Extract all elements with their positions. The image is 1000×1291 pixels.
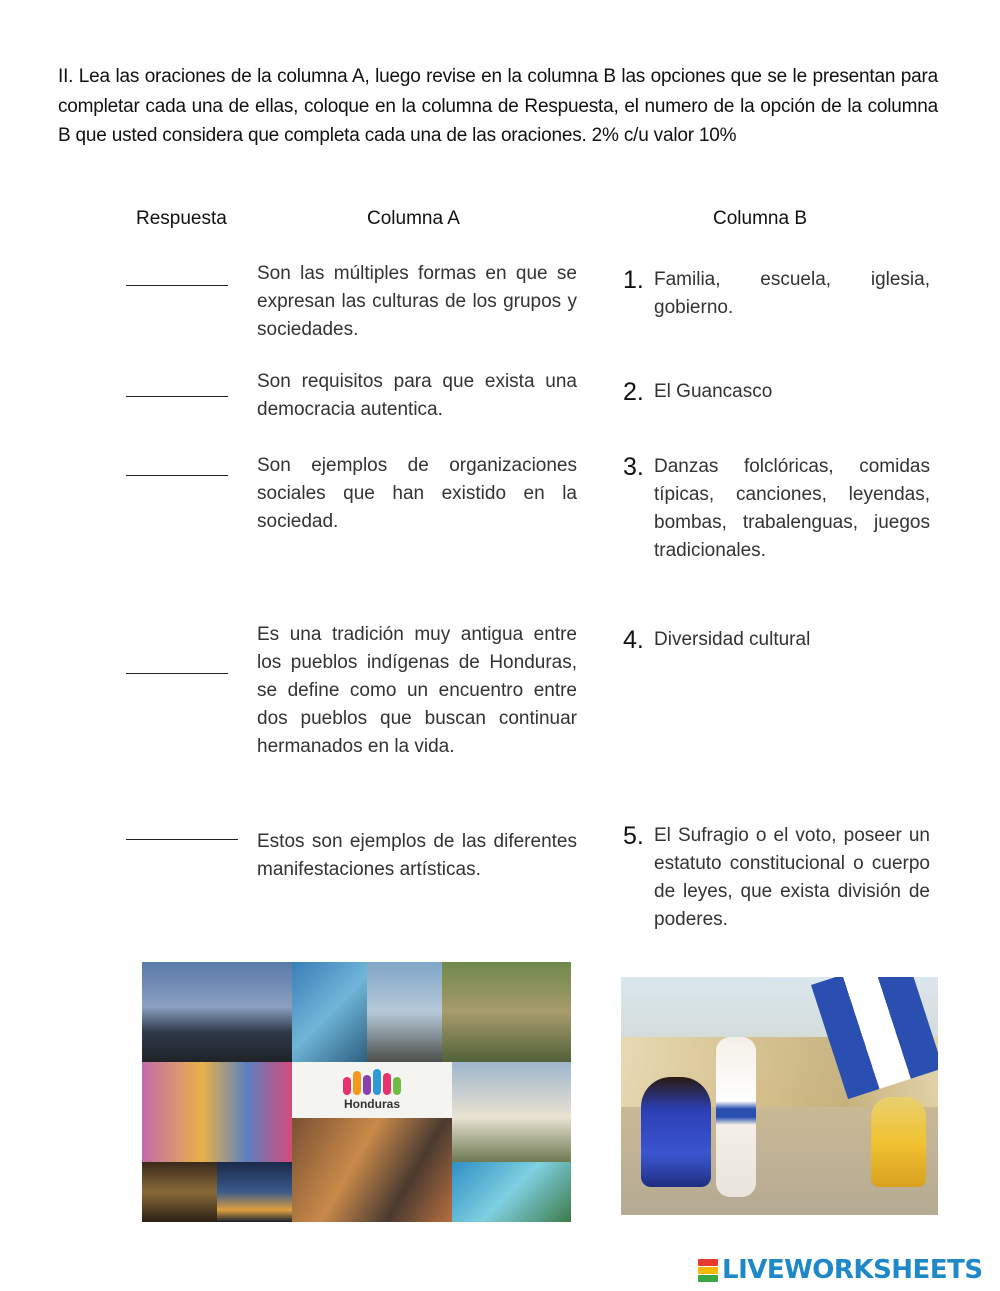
column-b-number-2: 2. [623,378,644,406]
column-b-item-2: El Guancasco [654,381,773,402]
liveworksheets-brand-text: LIVEWORKSHEETS [722,1255,983,1285]
header-columna-a: Columna A [367,208,460,229]
folk-dance-image [621,977,938,1215]
column-b-number-5: 5. [623,822,644,850]
answer-blank-3[interactable] [126,475,228,476]
column-b-item-3: Danzas folclóricas, comidas típicas, canciones, leyendas, bombas, trabalenguas, juegos tradicionales. [654,456,930,561]
column-b-item-4: Diversidad cultural [654,629,811,650]
honduras-collage-image [142,962,571,1222]
column-a-item-3: Son ejemplos de organizaciones sociales que han existido en la sociedad. [257,455,577,532]
collage-logo-text: Honduras [343,1097,400,1111]
column-b-item-1: Familia, escuela, iglesia, gobierno. [654,269,930,318]
answer-blank-5[interactable] [126,839,238,840]
column-b-number-1: 1. [623,266,644,294]
column-b-number-3: 3. [623,453,644,481]
column-a-item-2: Son requisitos para que exista una democracia autentica. [257,371,577,420]
liveworksheets-brand [698,1256,983,1284]
header-columna-b: Columna B [713,208,807,229]
column-a-item-4: Es una tradición muy antigua entre los pueblos indígenas de Honduras, se define como un encuentro entre dos pueblos que buscan continuar hermanados en la vida. [257,624,577,757]
liveworksheets-logo-icon [698,1259,718,1282]
column-b-item-5: El Sufragio o el voto, poseer un estatuto constitucional o cuerpo de leyes, que exista división de poderes. [654,825,930,930]
answer-blank-2[interactable] [126,396,228,397]
answer-blank-4[interactable] [126,673,228,674]
column-a-item-5: Estos son ejemplos de las diferentes manifestaciones artísticas. [257,831,577,880]
instructions-text: II. Lea las oraciones de la columna A, luego revise en la columna B las opciones que se le presentan para completar cada una de ellas, coloque en la columna de Respuesta, el numero de la opción de la columna B que usted considera que completa cada una de las oraciones. 2% c/u valor 10% [58,66,938,146]
answer-blank-1[interactable] [126,285,228,286]
column-a-item-1: Son las múltiples formas en que se expresan las culturas de los grupos y sociedades. [257,263,577,340]
column-b-number-4: 4. [623,626,644,654]
header-respuesta: Respuesta [136,208,227,229]
